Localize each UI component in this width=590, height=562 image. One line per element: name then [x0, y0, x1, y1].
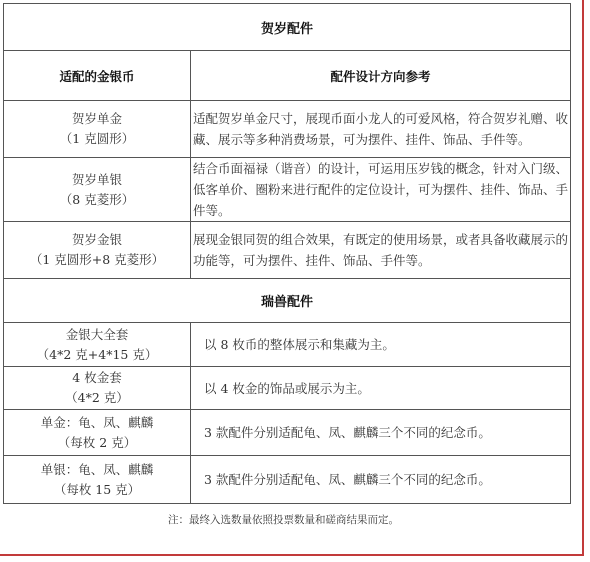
- table-row: [4, 367, 571, 410]
- design-description: 展现金银同贺的组合效果，有既定的使用场景，或者具备收藏展示的功能等，可为摆件、挂件、饰品、手件等。: [191, 222, 571, 279]
- coin-name: 单金：龟、凤、麒麟: [40, 414, 154, 430]
- coin-name-cell: [4, 101, 191, 158]
- coin-name-cell: [4, 158, 191, 222]
- design-description: 结合币面福禄（谐音）的设计，可运用压岁钱的概念，针对入门级、低客单价、圈粉来进行配件的定位设计，可为摆件、挂件、饰品、手件等。: [191, 158, 571, 222]
- table-row: [4, 456, 571, 504]
- frame-border-right: [582, 0, 584, 556]
- section-title-hesui: 贺岁配件: [4, 4, 571, 51]
- design-description: 3 款配件分别适配龟、凤、麒麟三个不同的纪念币。: [191, 456, 571, 504]
- coin-spec: （8 克菱形）: [59, 191, 135, 207]
- header-coin: 适配的金银币: [4, 51, 191, 101]
- coin-name: 贺岁单金: [71, 111, 122, 126]
- coin-name-cell: [4, 323, 191, 367]
- table-row: [4, 323, 571, 367]
- coin-spec: （4*2 克+4*15 克）: [36, 346, 158, 362]
- coin-spec: （每枚 2 克）: [57, 434, 137, 450]
- accessory-table: [3, 3, 571, 504]
- coin-name: 贺岁单银: [71, 171, 122, 187]
- coin-spec: （1 克圆形）: [59, 131, 135, 146]
- coin-name-cell: [4, 222, 191, 279]
- header-design: 配件设计方向参考: [191, 51, 571, 101]
- coin-spec: （每枚 15 克）: [53, 481, 141, 497]
- design-description: 以 8 枚币的整体展示和集藏为主。: [191, 323, 571, 367]
- coin-name-cell: [4, 367, 191, 410]
- footnote: 注：最终入选数量依照投票数量和磋商结果而定。: [168, 514, 399, 526]
- coin-name: 4 枚金套: [72, 370, 122, 385]
- page-bottom-margin: [0, 556, 590, 562]
- coin-spec: （4*2 克）: [65, 390, 129, 405]
- coin-spec: （1 克圆形+8 克菱形）: [29, 252, 165, 267]
- table-row: [4, 158, 571, 222]
- design-description: 以 4 枚金的饰品或展示为主。: [191, 367, 571, 410]
- table-row: [4, 410, 571, 456]
- coin-name-cell: [4, 456, 191, 504]
- section-title-ruishou: 瑞兽配件: [4, 279, 571, 323]
- coin-name: 单银：龟、凤、麒麟: [40, 461, 154, 477]
- design-description: 3 款配件分别适配龟、凤、麒麟三个不同的纪念币。: [191, 410, 571, 456]
- table-row: [4, 222, 571, 279]
- coin-name: 金银大全套: [65, 326, 129, 342]
- design-description: 适配贺岁单金尺寸，展现币面小龙人的可爱风格，符合贺岁礼赠、收藏、展示等多种消费场景，可为摆件、挂件、饰品、手件等。: [191, 101, 571, 158]
- coin-name-cell: [4, 410, 191, 456]
- table-row: [4, 101, 571, 158]
- coin-name: 贺岁金银: [71, 232, 122, 247]
